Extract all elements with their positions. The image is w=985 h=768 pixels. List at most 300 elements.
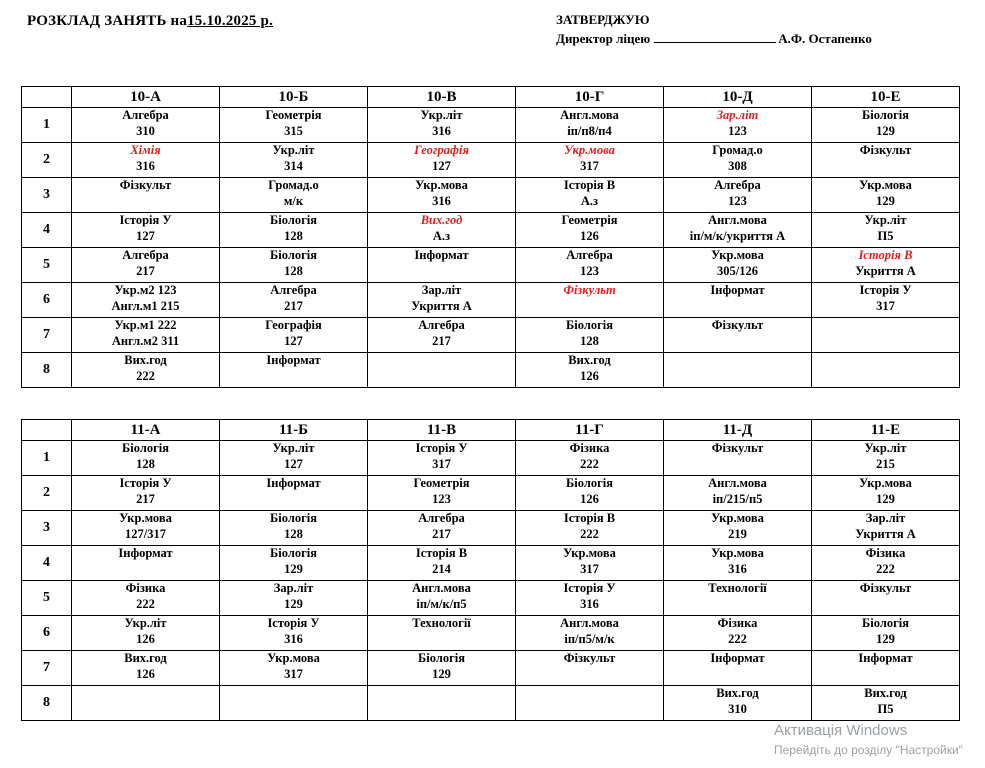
room-number: 128 [284,526,303,541]
lesson-cell [516,353,664,388]
subject-name: Вих.год [716,686,759,700]
subject-name: Алгебра [122,248,169,262]
lesson-number: 2 [22,476,72,511]
lesson-cell [220,178,368,213]
lesson-cell [664,213,812,248]
lesson-cell [664,476,812,511]
lesson-cell [220,441,368,476]
room-number: 317 [876,298,895,313]
subject-name: Фізика [569,441,610,455]
lesson-row [22,318,960,353]
title-prefix: РОЗКЛАД ЗАНЯТЬ на [27,13,188,29]
room-number: А.з [432,228,451,243]
lesson-cell [664,651,812,686]
room-number: 315 [284,123,303,138]
lesson-cell [812,248,960,283]
room-number: 129 [876,123,895,138]
lesson-cell [812,651,960,686]
room-number: 127 [136,228,155,243]
room-number: 126 [580,228,599,243]
room-number: 128 [580,333,599,348]
director-label: Директор ліцею [556,31,651,46]
lesson-number: 8 [22,353,72,388]
room-number: 222 [136,596,155,611]
subject-name: Укр.м1 222 [114,318,177,332]
lesson-row [22,651,960,686]
corner-cell [22,420,72,441]
lesson-cell [72,546,220,581]
subject-name: Фізика [125,581,166,595]
lesson-row [22,108,960,143]
subject-name: Фізика [865,546,906,560]
lesson-cell [220,353,368,388]
subject-name: Фізкульт [859,581,912,595]
subject-name: Інформат [858,651,913,665]
lesson-cell [72,108,220,143]
lesson-cell [368,441,516,476]
windows-activation-watermark [774,722,963,757]
room-number: 222 [136,368,155,383]
lesson-cell [368,581,516,616]
lesson-number: 2 [22,143,72,178]
lesson-cell [812,511,960,546]
class-header: 10-Д [664,87,812,108]
lesson-cell [220,686,368,721]
lesson-cell [664,546,812,581]
lesson-number: 3 [22,178,72,213]
lesson-cell [72,686,220,721]
subject-name: Укр.літ [272,143,315,157]
room-number: А.з [580,193,599,208]
lesson-cell [368,546,516,581]
lesson-number: 8 [22,686,72,721]
lesson-cell [516,476,664,511]
lesson-cell [664,318,812,353]
lesson-cell [812,441,960,476]
room-number: Укриття А [411,298,472,313]
watermark-line-2: Перейдіть до розділу "Настройки" [774,743,963,757]
lesson-cell [368,213,516,248]
lesson-cell [516,143,664,178]
subject-name: Зар.літ [716,108,759,122]
room-number: м/к [283,193,304,208]
lesson-cell [812,476,960,511]
lesson-cell [664,108,812,143]
lesson-cell [72,318,220,353]
lesson-row [22,353,960,388]
lesson-row [22,476,960,511]
room-number: 123 [728,123,747,138]
class-header: 11-Д [664,420,812,441]
lesson-cell [220,248,368,283]
lesson-cell [812,318,960,353]
lesson-row [22,511,960,546]
subject-name: Історія В [858,248,913,262]
lesson-cell [516,108,664,143]
subject-name: Алгебра [566,248,613,262]
room-number: 128 [284,228,303,243]
room-number: 217 [432,526,451,541]
lesson-cell [220,546,368,581]
lesson-row [22,616,960,651]
lesson-cell [664,353,812,388]
subject-name: Технології [708,581,767,595]
lesson-cell [664,178,812,213]
lesson-row [22,143,960,178]
subject-name: Громад.о [712,143,763,157]
subject-name: Історія В [563,511,616,525]
subject-name: Англ.мова [412,581,471,595]
schedule-table-grade-11 [21,419,960,721]
subject-name: Історія У [563,581,616,595]
header-row [22,420,960,441]
subject-name: Історія У [119,213,172,227]
lesson-cell [812,546,960,581]
header-row [22,87,960,108]
lesson-cell [72,616,220,651]
subject-name: Зар.літ [273,581,314,595]
room-number: іп/215/п5 [712,491,763,506]
lesson-cell [72,476,220,511]
lesson-cell [220,581,368,616]
lesson-cell [220,651,368,686]
subject-name: Історія У [119,476,172,490]
lesson-cell [516,651,664,686]
lesson-cell [368,108,516,143]
lesson-number: 7 [22,651,72,686]
lesson-cell [368,353,516,388]
lesson-cell [368,143,516,178]
room-number: 126 [136,666,155,681]
lesson-cell [220,616,368,651]
lesson-number: 6 [22,616,72,651]
lesson-cell [368,651,516,686]
room-number: 316 [432,123,451,138]
class-header: 11-А [72,420,220,441]
lesson-cell [368,283,516,318]
subject-name: Укр.мова [267,651,320,665]
room-number: 123 [580,263,599,278]
subject-name: Англ.мова [708,213,767,227]
lesson-cell [220,213,368,248]
lesson-cell [516,441,664,476]
subject-name: Алгебра [122,108,169,122]
room-number: 127 [284,456,303,471]
room-number: 129 [284,596,303,611]
subject-name: Історія В [563,178,616,192]
lesson-cell [220,283,368,318]
lesson-cell [516,686,664,721]
subject-name: Інформат [266,353,321,367]
lesson-row [22,248,960,283]
room-number: 316 [284,631,303,646]
room-number: 317 [580,158,599,173]
lesson-cell [72,178,220,213]
schedule-table-grade-10 [21,86,960,388]
subject-name: Геометрія [265,108,322,122]
lesson-cell [664,616,812,651]
lesson-cell [220,108,368,143]
lesson-cell [220,143,368,178]
subject-name: Біологія [566,476,613,490]
title-date: 15.10.2025 р. [187,13,274,29]
lesson-cell [812,283,960,318]
subject-name: Географія [414,143,469,157]
room-number: 314 [284,158,303,173]
class-header: 11-Б [220,420,368,441]
class-header: 10-Б [220,87,368,108]
lesson-cell [516,616,664,651]
lesson-cell [516,546,664,581]
lesson-number: 3 [22,511,72,546]
room-number: 222 [728,631,747,646]
lesson-cell [664,143,812,178]
lesson-cell [368,476,516,511]
lesson-cell [368,616,516,651]
lesson-cell [516,511,664,546]
subject-name: Хімія [130,143,161,157]
subject-name: Інформат [414,248,469,262]
room-number: 215 [876,456,895,471]
subject-name: Укр.мова [711,248,764,262]
subject-name: Вих.год [124,651,167,665]
approval-block [556,10,872,48]
room-number: 129 [432,666,451,681]
room-number: 317 [432,456,451,471]
room-number: Англ.м2 311 [111,333,180,348]
lesson-number: 7 [22,318,72,353]
room-number: 128 [136,456,155,471]
subject-name: Алгебра [418,318,465,332]
subject-name: Укр.мова [711,511,764,525]
subject-name: Геометрія [413,476,470,490]
room-number: П5 [877,701,894,716]
lesson-cell [664,248,812,283]
subject-name: Фізкульт [563,283,616,297]
class-header: 10-В [368,87,516,108]
lesson-cell [72,283,220,318]
lesson-cell [664,283,812,318]
room-number: 123 [728,193,747,208]
subject-name: Укр.мова [415,178,468,192]
class-header: 10-Е [812,87,960,108]
lesson-row [22,213,960,248]
subject-name: Укр.літ [420,108,463,122]
room-number: 217 [136,263,155,278]
room-number: 126 [136,631,155,646]
subject-name: Біологія [862,616,909,630]
lesson-cell [812,581,960,616]
subject-name: Укр.літ [124,616,167,630]
room-number: 214 [432,561,451,576]
subject-name: Інформат [118,546,173,560]
lesson-cell [812,108,960,143]
lesson-cell [516,178,664,213]
room-number: іп/п5/м/к [564,631,615,646]
schedule-title [27,13,273,30]
room-number: іп/п8/п4 [567,123,612,138]
lesson-cell [368,686,516,721]
room-number: іп/м/к/укриття А [689,228,786,243]
subject-name: Інформат [710,283,765,297]
room-number: 217 [284,298,303,313]
room-number: 310 [136,123,155,138]
room-number: 128 [284,263,303,278]
subject-name: Технології [412,616,471,630]
subject-name: Укр.літ [272,441,315,455]
class-header: 11-Е [812,420,960,441]
lesson-number: 4 [22,546,72,581]
subject-name: Громад.о [268,178,319,192]
lesson-cell [812,353,960,388]
lesson-cell [368,511,516,546]
room-number: 308 [728,158,747,173]
room-number: 316 [728,561,747,576]
subject-name: Англ.мова [708,476,767,490]
lesson-cell [812,143,960,178]
subject-name: Географія [265,318,322,332]
lesson-number: 5 [22,248,72,283]
subject-name: Фізкульт [711,318,764,332]
room-number: 310 [728,701,747,716]
lesson-number: 5 [22,581,72,616]
lesson-cell [516,581,664,616]
room-number: 129 [876,193,895,208]
lesson-cell [72,511,220,546]
room-number: 123 [432,491,451,506]
subject-name: Фізкульт [711,441,764,455]
lesson-cell [220,511,368,546]
room-number: П5 [877,228,894,243]
room-number: 316 [136,158,155,173]
subject-name: Біологія [862,108,909,122]
subject-name: Зар.літ [421,283,462,297]
lesson-row [22,686,960,721]
lesson-number: 4 [22,213,72,248]
subject-name: Вих.год [124,353,167,367]
room-number: 222 [580,526,599,541]
room-number: іп/м/к/п5 [416,596,467,611]
lesson-cell [72,143,220,178]
subject-name: Фізика [717,616,758,630]
room-number: 127/317 [125,526,166,541]
lesson-cell [72,213,220,248]
room-number: 129 [876,631,895,646]
lesson-cell [220,318,368,353]
lesson-cell [812,686,960,721]
subject-name: Вих.год [864,686,907,700]
corner-cell [22,87,72,108]
room-number: 217 [136,491,155,506]
subject-name: Інформат [266,476,321,490]
room-number: 305/126 [717,263,758,278]
subject-name: Вих.год [568,353,611,367]
subject-name: Алгебра [418,511,465,525]
room-number: 222 [876,561,895,576]
lesson-cell [664,686,812,721]
subject-name: Алгебра [270,283,317,297]
director-line [556,29,872,48]
class-header: 11-В [368,420,516,441]
room-number: Укриття А [855,526,916,541]
subject-name: Біологія [418,651,465,665]
subject-name: Укр.мова [564,143,615,157]
lesson-row [22,178,960,213]
subject-name: Біологія [122,441,169,455]
subject-name: Укр.літ [864,213,907,227]
lesson-number: 1 [22,108,72,143]
room-number: 126 [580,368,599,383]
subject-name: Укр.м2 123 [114,283,177,297]
room-number: 127 [432,158,451,173]
room-number: 222 [580,456,599,471]
lesson-cell [368,178,516,213]
lesson-cell [72,581,220,616]
subject-name: Біологія [566,318,613,332]
subject-name: Історія У [859,283,912,297]
lesson-cell [72,651,220,686]
lesson-cell [812,616,960,651]
room-number: Англ.м1 215 [111,298,180,313]
room-number: 316 [432,193,451,208]
approve-label: ЗАТВЕРДЖУЮ [556,12,650,27]
lesson-cell [72,353,220,388]
lesson-cell [812,213,960,248]
subject-name: Інформат [710,651,765,665]
subject-name: Вих.год [420,213,463,227]
subject-name: Укр.мова [859,178,912,192]
room-number: 316 [580,596,599,611]
room-number: 127 [284,333,303,348]
room-number: 317 [284,666,303,681]
class-header: 11-Г [516,420,664,441]
signature-line [654,30,776,43]
subject-name: Геометрія [561,213,618,227]
lesson-cell [664,511,812,546]
lesson-cell [220,476,368,511]
subject-name: Фізкульт [859,143,912,157]
lesson-cell [664,441,812,476]
lesson-row [22,283,960,318]
lesson-cell [516,283,664,318]
lesson-cell [368,318,516,353]
subject-name: Біологія [270,248,317,262]
subject-name: Укр.мова [563,546,616,560]
lesson-cell [72,248,220,283]
lesson-cell [72,441,220,476]
lesson-row [22,441,960,476]
lesson-cell [368,248,516,283]
subject-name: Біологія [270,546,317,560]
subject-name: Біологія [270,213,317,227]
room-number: 129 [284,561,303,576]
lesson-cell [516,248,664,283]
room-number: 126 [580,491,599,506]
subject-name: Фізкульт [563,651,616,665]
class-header: 10-Г [516,87,664,108]
watermark-line-1: Активація Windows [774,722,908,739]
room-number: Укриття А [855,263,916,278]
lesson-cell [516,213,664,248]
subject-name: Англ.мова [560,108,619,122]
subject-name: Англ.мова [560,616,619,630]
subject-name: Укр.мова [711,546,764,560]
lesson-row [22,581,960,616]
subject-name: Укр.літ [864,441,907,455]
subject-name: Зар.літ [865,511,906,525]
subject-name: Історія У [267,616,320,630]
room-number: 219 [728,526,747,541]
